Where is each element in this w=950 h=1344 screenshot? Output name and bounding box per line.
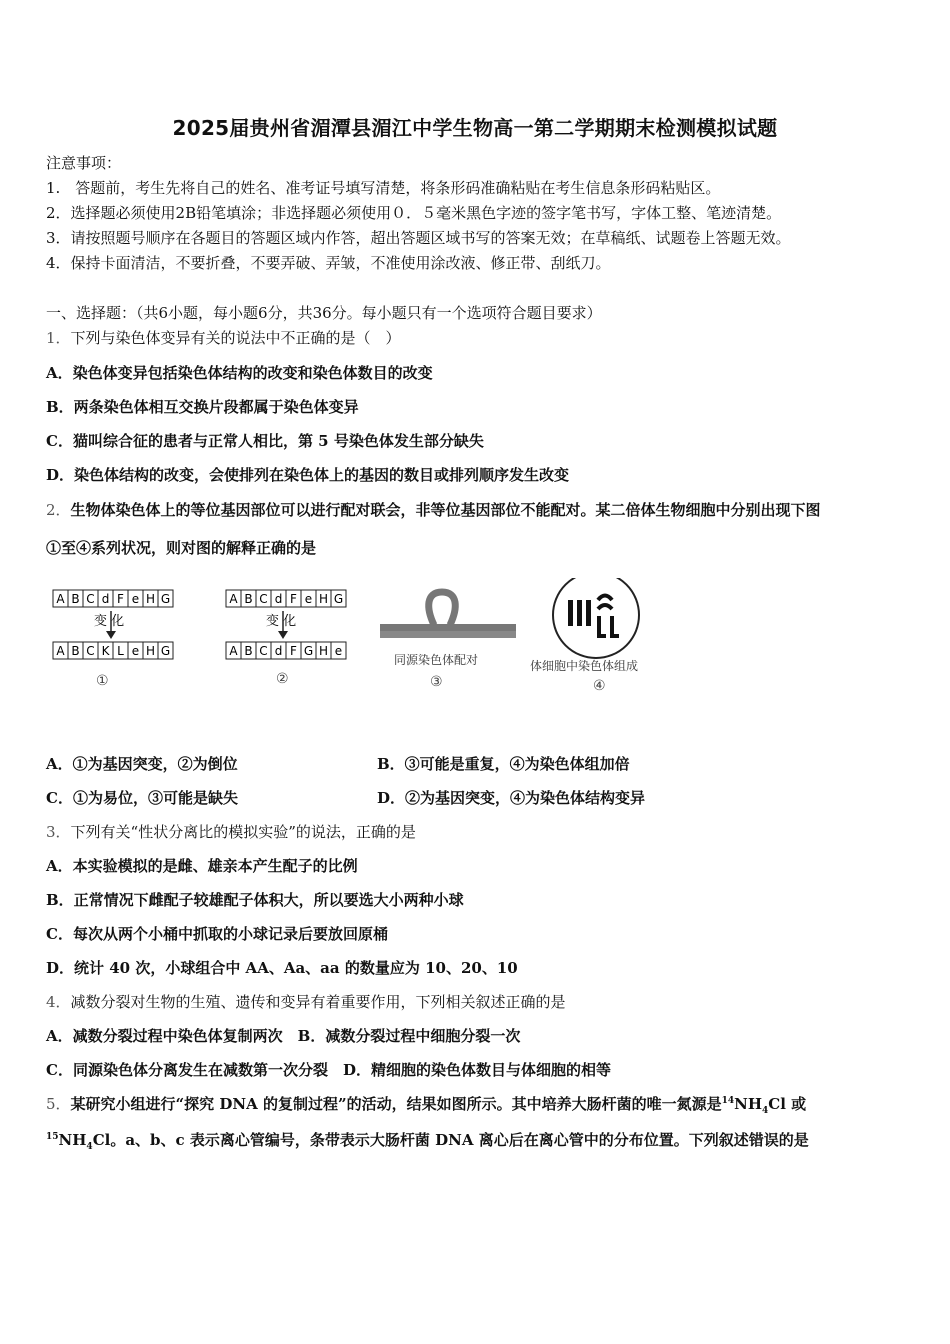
gene-label: d <box>274 644 283 658</box>
q4-stem <box>46 991 566 1012</box>
gene-label: e <box>304 592 313 606</box>
figure-2-top-chromosome <box>226 590 346 607</box>
gene-label: F <box>290 644 297 658</box>
q1-option-c: C．猫叫综合征的患者与正常人相比，第 5 号染色体发生部分缺失 <box>46 432 484 450</box>
gene-label: F <box>290 592 297 606</box>
gene-label: A <box>229 592 238 606</box>
section-heading: 一、选择题：（共6小题，每小题6分，共36分。每小题只有一个选项符合题目要求） <box>46 304 602 322</box>
gene-label: K <box>101 644 110 658</box>
q1-option-b: B．两条染色体相互交换片段都属于染色体变异 <box>46 398 359 416</box>
notice-item-4: 4．保持卡面清洁，不要折叠，不要弄破、弄皱，不准使用涂改液、修正带、刮纸刀。 <box>46 254 611 272</box>
figure-1-arrow-head <box>106 631 116 639</box>
q5-text-2: Cl。a、b、c 表示离心管编号，条带表示大肠杆菌 DNA 离心后在离心管中的分布位置。下列叙述错误的是 <box>92 1131 809 1149</box>
figure-2-bottom-chromosome <box>226 642 346 659</box>
q5-isotope-15: 15 <box>46 1132 59 1142</box>
gene-label: A <box>229 644 238 658</box>
q3-option-c: C．每次从两个小桶中抓取的小球记录后要放回原桶 <box>46 925 388 943</box>
q2-option-a: A．①为基因突变，②为倒位 <box>46 755 238 773</box>
chromosome-figure <box>46 578 686 708</box>
figure-1-bottom-chromosome <box>53 642 173 659</box>
figure-1 <box>53 590 173 689</box>
q3-number: 3． <box>46 823 71 841</box>
gene-label: G <box>303 644 314 658</box>
figure-3-loop <box>429 592 456 625</box>
page-title: 2025届贵州省湄潭县湄江中学生物高一第二学期期末检测模拟试题 <box>172 116 778 140</box>
gene-label: G <box>160 644 171 658</box>
q5-nh-2: NH <box>58 1131 87 1149</box>
gene-label: e <box>131 592 140 606</box>
q3-option-b: B．正常情况下雌配子较雄配子体积大，所以要选大小两种小球 <box>46 891 464 909</box>
figure-4 <box>530 578 639 694</box>
figure-3-label: 同源染色体配对 <box>394 653 479 667</box>
gene-label: H <box>145 592 156 606</box>
figure-4-chromosome <box>577 600 582 626</box>
figure-4-mark: ④ <box>593 678 606 694</box>
figure-4-chromosome <box>586 600 591 626</box>
figure-4-label: 体细胞中染色体组成 <box>530 659 639 673</box>
gene-label: H <box>318 644 329 658</box>
q3-option-d: D．统计 40 次，小球组合中 AA、Aa、aa 的数量应为 10、20、10 <box>46 959 518 977</box>
figure-3-chromosome-upper <box>380 624 516 631</box>
q5-sub-4-2: 4 <box>86 1142 93 1152</box>
q5-sub-4: 4 <box>762 1106 769 1116</box>
figure-4-chromosome <box>568 600 573 626</box>
notice-item-2: 2．选择题必须使用2B铅笔填涂；非选择题必须使用０．５毫米黑色字迹的签字笔书写，字体工整、笔迹清楚。 <box>46 204 782 222</box>
gene-label: L <box>117 644 124 658</box>
q1-option-d: D．染色体结构的改变，会使排列在染色体上的基因的数目或排列顺序发生改变 <box>46 466 570 484</box>
q4-number: 4． <box>46 993 71 1011</box>
gene-label: C <box>86 592 95 606</box>
figure-1-change-label: 变 化 <box>94 614 125 629</box>
gene-label: d <box>101 592 110 606</box>
q2-stem-line2: ①至④系列状况，则对图的解释正确的是 <box>46 539 317 557</box>
notice-item-3: 3．请按照题号顺序在各题目的答题区域内作答，超出答题区域书写的答案无效；在草稿纸、试题卷上答题无效。 <box>46 229 791 247</box>
gene-label: B <box>244 592 253 606</box>
gene-label: G <box>160 592 171 606</box>
figure-1-top-chromosome <box>53 590 173 607</box>
q5-text-1: 某研究小组进行“探究 DNA 的复制过程”的活动，结果如图所示。其中培养大肠杆菌的唯一氮源是 <box>70 1095 722 1113</box>
q3-text: 下列有关“性状分离比的模拟实验”的说法，正确的是 <box>70 823 416 841</box>
figure-1-mark: ① <box>96 673 109 689</box>
figure-4-chromosome-l <box>612 616 619 636</box>
q2-text-1: 生物体染色体上的等位基因部位可以进行配对联会，非等位基因部位不能配对。某二倍体生物细胞中分别出现下图 <box>70 501 821 519</box>
gene-label: G <box>333 592 344 606</box>
gene-label: e <box>334 644 343 658</box>
notice-heading: 注意事项： <box>46 154 122 172</box>
q2-number: 2． <box>46 501 71 519</box>
q3-stem <box>46 821 416 842</box>
gene-label: H <box>145 644 156 658</box>
q5-number: 5． <box>46 1095 71 1113</box>
q1-stem <box>46 327 401 348</box>
figure-3 <box>380 592 516 690</box>
figure-4-chromosome-l <box>599 616 606 636</box>
gene-label: H <box>318 592 329 606</box>
q5-stem-line2 <box>46 1129 809 1150</box>
q2-stem-line1 <box>46 499 821 520</box>
q5-cl-or: Cl 或 <box>768 1095 807 1113</box>
figure-4-chromosome-curved <box>598 596 612 601</box>
figure-2-change-label: 变 化 <box>266 614 297 629</box>
gene-label: d <box>274 592 283 606</box>
q4-text: 减数分裂对生物的生殖、遗传和变异有着重要作用，下列相关叙述正确的是 <box>70 993 566 1011</box>
q4-options-ab: A．减数分裂过程中染色体复制两次 B．减数分裂过程中细胞分裂一次 <box>46 1027 521 1045</box>
gene-label: C <box>86 644 95 658</box>
gene-label: e <box>131 644 140 658</box>
figure-4-cell <box>553 578 639 658</box>
q5-stem-line1 <box>46 1093 806 1114</box>
gene-label: B <box>71 592 80 606</box>
q2-option-b: B．③可能是重复，④为染色体组加倍 <box>377 755 630 773</box>
gene-label: B <box>244 644 253 658</box>
q5-isotope-14: 14 <box>721 1096 735 1106</box>
figure-2-mark: ② <box>276 671 289 687</box>
figure-3-chromosome-lower <box>380 631 516 638</box>
gene-label: C <box>259 592 268 606</box>
q1-text: 下列与染色体变异有关的说法中不正确的是（ ） <box>70 329 401 347</box>
q3-option-a: A．本实验模拟的是雌、雄亲本产生配子的比例 <box>46 857 358 875</box>
gene-label: A <box>56 644 65 658</box>
q1-option-a: A．染色体变异包括染色体结构的改变和染色体数目的改变 <box>46 364 433 382</box>
gene-label: A <box>56 592 65 606</box>
figure-2-arrow-head <box>278 631 288 639</box>
q2-option-c: C．①为易位，③可能是缺失 <box>46 789 238 807</box>
q5-nh: NH <box>734 1095 763 1113</box>
gene-label: B <box>71 644 80 658</box>
figure-2 <box>226 590 346 687</box>
q1-number: 1． <box>46 329 71 347</box>
q2-option-d: D．②为基因突变，④为染色体结构变异 <box>377 789 646 807</box>
gene-label: C <box>259 644 268 658</box>
figure-4-chromosome-curved <box>598 605 612 609</box>
figure-3-mark: ③ <box>430 674 443 690</box>
q4-options-cd: C．同源染色体分离发生在减数第一次分裂 D．精细胞的染色体数目与体细胞的相等 <box>46 1061 611 1079</box>
notice-item-1: 1. 答题前，考生先将自己的姓名、准考证号填写清楚，将条形码准确粘贴在考生信息条形码粘贴区。 <box>46 179 721 197</box>
gene-label: F <box>117 592 124 606</box>
